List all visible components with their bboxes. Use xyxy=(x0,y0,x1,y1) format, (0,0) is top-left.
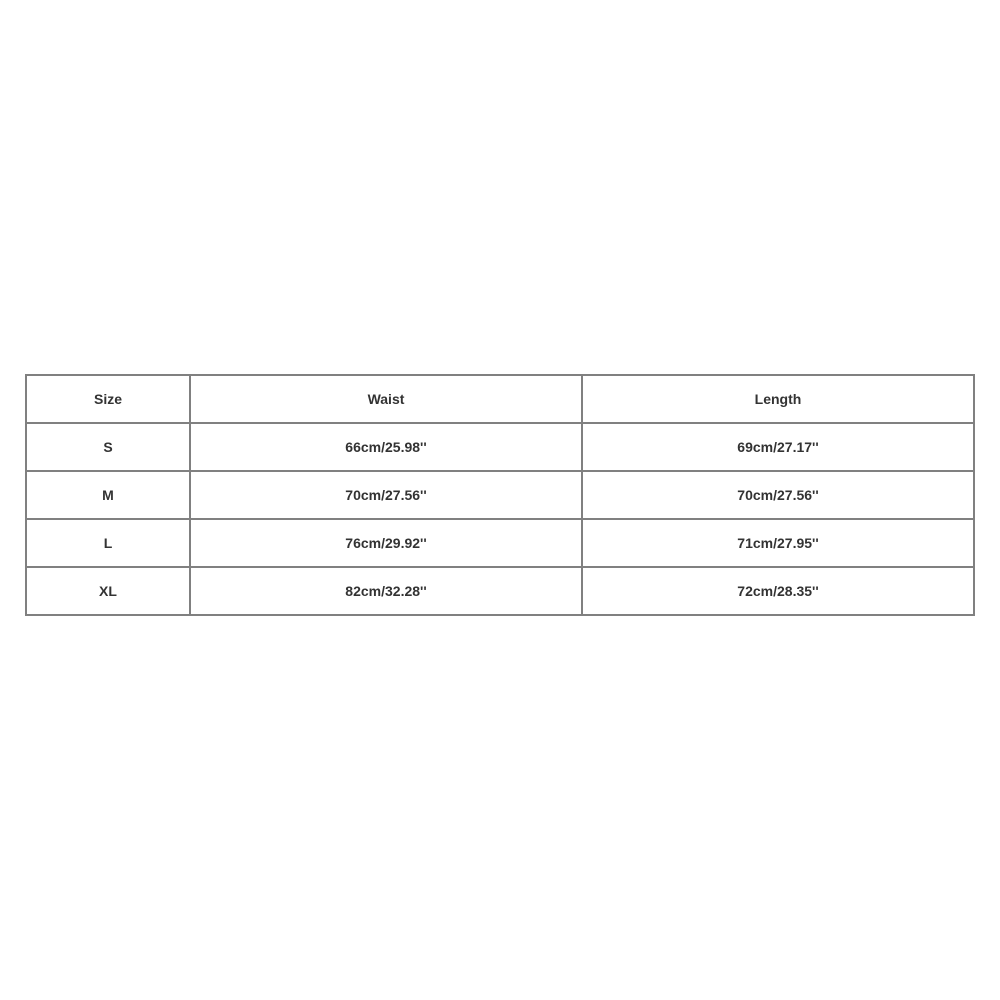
table-row xyxy=(26,519,974,567)
header-waist: Waist xyxy=(190,375,582,423)
header-length: Length xyxy=(582,375,974,423)
cell-size: S xyxy=(26,423,190,471)
table-row xyxy=(26,471,974,519)
cell-waist: 70cm/27.56'' xyxy=(190,471,582,519)
table-row xyxy=(26,423,974,471)
cell-waist: 76cm/29.92'' xyxy=(190,519,582,567)
cell-waist: 66cm/25.98'' xyxy=(190,423,582,471)
cell-size: M xyxy=(26,471,190,519)
cell-waist: 82cm/32.28'' xyxy=(190,567,582,615)
cell-size: XL xyxy=(26,567,190,615)
cell-length: 72cm/28.35'' xyxy=(582,567,974,615)
size-chart-table xyxy=(25,374,975,616)
cell-length: 69cm/27.17'' xyxy=(582,423,974,471)
cell-length: 70cm/27.56'' xyxy=(582,471,974,519)
cell-size: L xyxy=(26,519,190,567)
cell-length: 71cm/27.95'' xyxy=(582,519,974,567)
header-size: Size xyxy=(26,375,190,423)
table-header-row xyxy=(26,375,974,423)
table-row xyxy=(26,567,974,615)
